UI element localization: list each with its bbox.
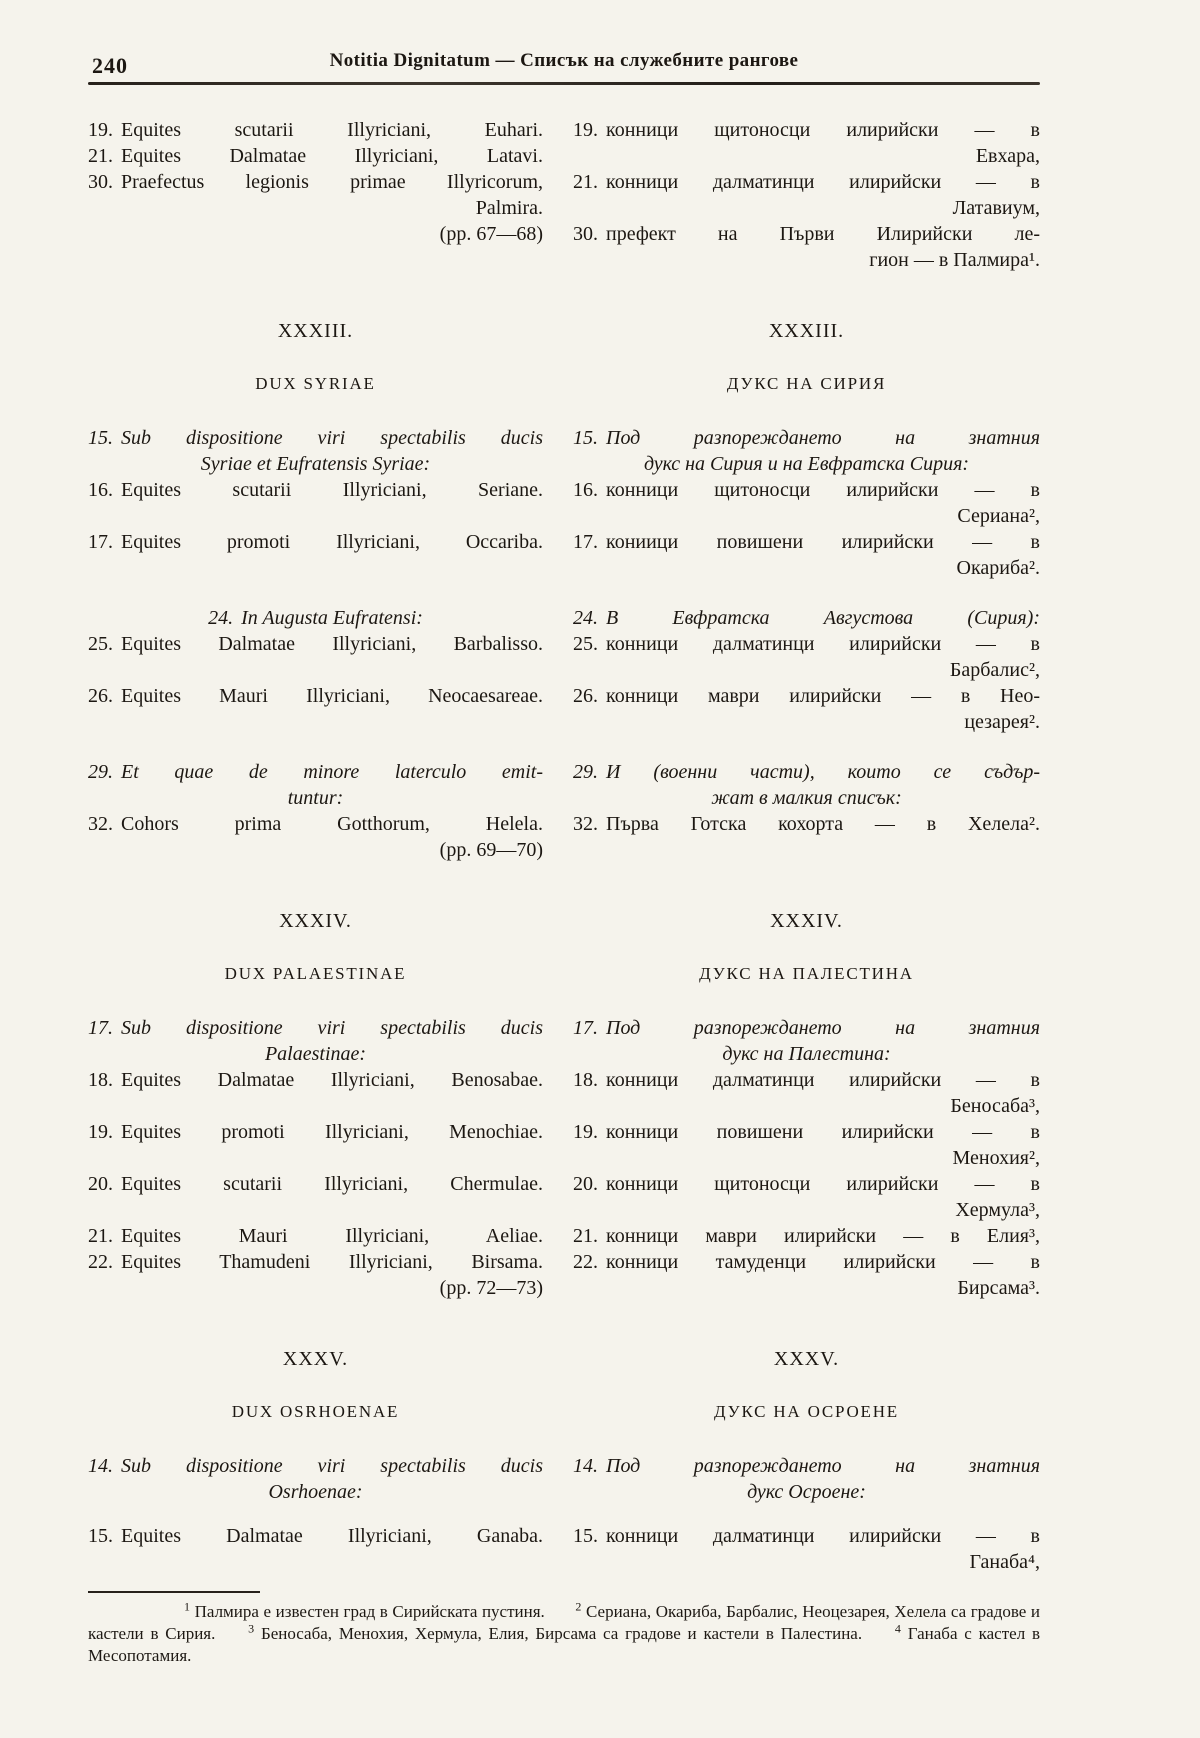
footnote-text: Палмира е известен град в Сирийската пустиня. [194,1602,545,1621]
entry-row [88,1523,1040,1575]
entry-latin [88,1523,543,1575]
entry-row [88,631,1040,683]
entry-number: 30. [573,223,598,245]
entry-text: конници далматинци илирийски — в [606,633,1040,655]
entry-continuation: дукс на Сирия и на Евфратска Сирия: [643,453,970,475]
entry-row [88,1249,1040,1301]
entry-number: 26. [573,685,598,707]
entry-continuation: Барбалис², [949,659,1040,681]
entry-continuation: tuntur: [287,787,344,809]
entry-continuation: Бирсама³. [957,1277,1040,1299]
entry-bulgarian [573,1453,1040,1505]
entry-continuation: Osrhoenae: [268,1481,363,1503]
footnote [184,1599,545,1621]
entry-number: 16. [88,479,113,501]
entry-text: конници далматинци илирийски — в [606,171,1040,193]
entry-number: 17. [573,1017,598,1039]
entry-text: In Augusta Eufratensi: [241,607,423,629]
entry-number: 16. [573,479,598,501]
entry-text: Под разпореждането на знатния [606,1455,1040,1477]
entry-number: 18. [88,1069,113,1091]
entry-continuation: Palmira. [475,197,543,219]
entry-text: Equites Mauri Illyriciani, Neocaesareae. [121,685,543,707]
footnote-text: Сериана, Окариба, Барбалис, Неоцезарея, Хелела са градове и кастели в Сирия. [88,1602,1041,1643]
entry-number: 17. [88,1017,113,1039]
entry-number: 19. [573,1121,598,1143]
entry-text: Equites scutarii Illyriciani, Seriane. [121,479,543,501]
entry-latin [88,529,543,581]
entry-latin [88,631,543,683]
entry-number: 22. [573,1251,598,1273]
entry-latin [88,1067,543,1119]
entry-text: конници маври илирийски — в Елия³, [606,1225,1040,1247]
footnote-marker: 3 [248,1621,255,1636]
section-title-row [88,373,1040,395]
entry-continuation: Латавиум, [952,197,1040,219]
entry-bulgarian [573,811,1040,863]
footnotes [88,1601,1040,1667]
entry-text: Equites promoti Illyriciani, Menochiae. [121,1121,543,1143]
section-title-bulgarian: ДУКС НА СИРИЯ [726,374,887,393]
entry-number: 17. [573,531,598,553]
footnote-marker: 4 [894,1621,901,1636]
section-title-latin: DUX OSRHOENAE [231,1402,400,1421]
section-numeral-bulgarian: XXXIII. [768,320,845,342]
footnote-marker: 1 [184,1599,190,1614]
entry-continuation: Хермула³, [955,1199,1040,1221]
entry-text: Equites Mauri Illyriciani, Aeliae. [121,1225,543,1247]
entry-row [88,529,1040,581]
entry-number: 29. [573,761,598,783]
entry-bulgarian [573,631,1040,683]
entry-number: 24. [208,607,234,629]
footnote-text: Ганаба с кастел в Месопотамия. [88,1624,1040,1665]
entry-number: 30. [88,171,113,193]
entry-number: 32. [573,813,598,835]
entry-number: 19. [88,119,113,141]
entry-row [88,683,1040,735]
entry-row [88,1223,1040,1249]
entry-latin [88,1171,543,1223]
footnote-rule [88,1591,260,1593]
entry-bulgarian [573,1171,1040,1223]
entry-latin [88,143,543,169]
entry-continuation: жат в малкия списък: [711,787,902,809]
entry-latin [88,169,543,247]
top-block [88,117,1040,273]
section-title-row [88,963,1040,985]
entry-continuation: Окариба². [956,557,1040,579]
entry-bulgarian [573,425,1040,477]
entry-text: Equites Dalmatae Illyriciani, Barbalisso. [121,633,543,655]
entry-text: Sub dispositione viri spectabilis ducis [121,1455,543,1477]
entry-bulgarian [573,1249,1040,1301]
entry-text: Et quae de minore laterculo emit- [121,761,543,783]
entry-text: И (военни части), които се съдър- [606,761,1040,783]
entry-row [88,1453,1040,1505]
entry-text: Equites Dalmatae Illyriciani, Latavi. [121,145,543,167]
section-title-bulgarian: ДУКС НА ПАЛЕСТИНА [699,964,914,983]
entry-number: 21. [573,171,598,193]
entry-text: Sub dispositione viri spectabilis ducis [121,1017,543,1039]
footnote [248,1621,863,1643]
entry-text: конници повишени илирийски — в [606,1121,1040,1143]
entry-latin [88,683,543,735]
entry-bulgarian [573,221,1040,273]
entry-bulgarian [573,117,1040,169]
entry-bulgarian [573,1067,1040,1119]
section-numeral-latin: XXXIV. [279,910,352,932]
page-ref: (pp. 72—73) [439,1277,543,1299]
entry-number: 32. [88,813,113,835]
entry-text: префект на Първи Илирийски ле- [606,223,1040,245]
entry-continuation: Сериана², [957,505,1040,527]
entry-number: 19. [573,119,598,141]
entry-number: 21. [573,1225,598,1247]
entry-latin [88,1119,543,1171]
entry-text: Equites promoti Illyriciani, Occariba. [121,531,543,553]
entry-continuation: Менохия², [952,1147,1040,1169]
entry-continuation: дукс на Палестина: [722,1043,891,1065]
entry-continuation: цезарея². [964,711,1040,733]
section-title-latin: DUX PALAESTINAE [224,964,407,983]
entry-latin [88,759,543,811]
entry-number: 15. [88,1525,113,1547]
entry-number: 29. [88,761,113,783]
entry-text: Praefectus legionis primae Illyricorum, [121,171,543,193]
header-rule [88,82,1040,85]
entry-latin [88,1249,543,1301]
entry-number: 18. [573,1069,598,1091]
entry-number: 15. [88,427,113,449]
section-numeral-latin: XXXIII. [277,320,354,342]
section-title-latin: DUX SYRIAE [255,374,376,393]
entry-number: 19. [88,1121,113,1143]
entry-text: конници тамуденци илирийски — в [606,1251,1040,1273]
entry-text: конници щитоносци илирийски — в [606,119,1040,141]
entry-number: 20. [573,1173,598,1195]
entry-continuation: Беносаба³, [950,1095,1040,1117]
entry-row [88,759,1040,811]
entry-number: 15. [573,1525,598,1547]
entry-text: Equites scutarii Illyriciani, Chermulae. [121,1173,543,1195]
entry-latin [88,605,543,631]
entry-latin [88,425,543,477]
footnote-text: Беносаба, Менохия, Хермула, Елия, Бирсама са градове и кастели в Палестина. [260,1624,863,1643]
entry-number: 21. [88,1225,113,1247]
entry-text: Equites Thamudeni Illyriciani, Birsama. [121,1251,543,1273]
entry-text: конници далматинци илирийски — в [606,1069,1040,1091]
page-header [88,50,1040,85]
entry-text: Под разпореждането на знатния [606,1017,1040,1039]
entry-text: конници щитоносци илирийски — в [606,1173,1040,1195]
entry-text: кониици повишени илирийски — в [606,531,1040,553]
section-title-bulgarian: ДУКС НА ОСРОЕНЕ [714,1402,899,1421]
entry-row [88,477,1040,529]
entry-bulgarian [573,1015,1040,1067]
entry-text: Под разпореждането на знатния [606,427,1040,449]
running-title: Notitia Dignitatum — Списък на служебните рангове [329,50,799,71]
entry-continuation: Ганаба⁴, [969,1551,1040,1573]
entry-text: Equites Dalmatae Illyriciani, Ganaba. [121,1525,543,1547]
entry-text: Equites scutarii Illyriciani, Euhari. [121,119,543,141]
entry-bulgarian [573,605,1040,631]
entry-bulgarian [573,1523,1040,1575]
entry-continuation: Евхара, [975,145,1040,167]
entry-continuation: гион — в Палмира¹. [869,249,1040,271]
entry-text: конници щитоносци илирийски — в [606,479,1040,501]
entry-number: 24. [573,607,598,629]
entry-row [88,1015,1040,1067]
entry-number: 14. [573,1455,598,1477]
section-heading-row [88,1347,1040,1371]
entry-continuation: дукс Осроене: [747,1481,866,1503]
section-title-row [88,1401,1040,1423]
entry-text: конници маври илирийски — в Нео- [606,685,1040,707]
entry-number: 15. [573,427,598,449]
entry-row [88,605,1040,631]
entry-text: Equites Dalmatae Illyriciani, Benosabae. [121,1069,543,1091]
entry-text: Първа Готска кохорта — в Хелела². [606,813,1040,835]
entry-bulgarian [573,1119,1040,1171]
footnote-marker: 2 [575,1599,582,1614]
section-heading-row [88,319,1040,343]
section-numeral-bulgarian: XXXIV. [770,910,843,932]
entry-latin [88,117,543,143]
entry-number: 17. [88,531,113,553]
page-number: 240 [92,53,128,78]
entry-bulgarian [573,1223,1040,1249]
entry-number: 25. [88,633,113,655]
page-ref: (pp. 67—68) [439,223,543,245]
entry-latin [88,1223,543,1249]
entry-number: 14. [88,1455,113,1477]
entry-continuation: Palaestinae: [264,1043,367,1065]
entry-text: Cohors prima Gotthorum, Helela. [121,813,543,835]
entry-text: Sub dispositione viri spectabilis ducis [121,427,543,449]
entry-latin [88,1015,543,1067]
section-heading-row [88,909,1040,933]
column-latin [88,117,543,273]
entry-bulgarian [573,477,1040,529]
entry-latin [88,811,543,863]
entry-bulgarian [573,683,1040,735]
page-ref: (pp. 69—70) [439,839,543,861]
entry-latin [88,1453,543,1505]
entry-bulgarian [573,529,1040,581]
entry-text: конници далматинци илирийски — в [606,1525,1040,1547]
entry-bulgarian [573,169,1040,221]
entry-row [88,1171,1040,1223]
entry-row [88,425,1040,477]
entry-row [88,1119,1040,1171]
entry-bulgarian [573,759,1040,811]
entry-continuation: Syriae et Eufratensis Syriae: [200,453,431,475]
entry-number: 26. [88,685,113,707]
entry-number: 20. [88,1173,113,1195]
entry-text: В Евфратска Августова (Сирия): [606,607,1040,629]
section-numeral-latin: XXXV. [282,1348,349,1370]
entry-number: 25. [573,633,598,655]
entry-row [88,811,1040,863]
column-bulgarian [573,117,1040,273]
entry-latin [88,477,543,529]
section-numeral-bulgarian: XXXV. [773,1348,840,1370]
entry-number: 21. [88,145,113,167]
entry-row [88,1067,1040,1119]
entry-number: 22. [88,1251,113,1273]
